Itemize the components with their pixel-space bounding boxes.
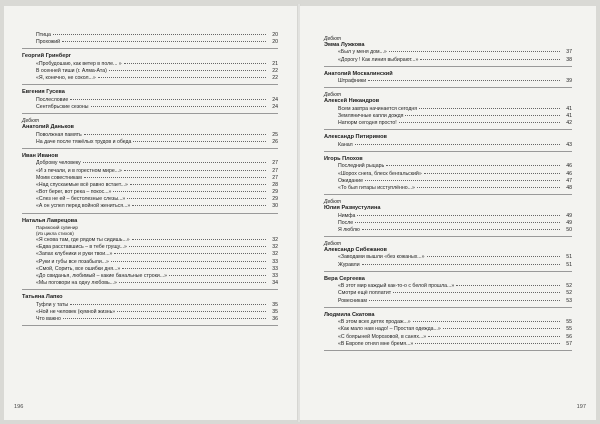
entry-page-number: 39 (566, 78, 572, 85)
toc-entry (324, 57, 572, 64)
entry-page-number: 24 (272, 96, 278, 103)
entry-page-number: 27 (272, 167, 278, 174)
dot-leader (53, 34, 266, 35)
toc-entry (324, 178, 572, 185)
entry-page-number: 24 (272, 103, 278, 110)
entry-page-number: 32 (272, 237, 278, 244)
toc-entry (22, 104, 278, 111)
toc-entry (324, 220, 572, 227)
entry-title: Всем завтра начинается сегодня (338, 105, 418, 112)
entry-title: «В Европе отнял мне бремя...» (338, 340, 414, 347)
entry-page-number: 49 (566, 212, 572, 219)
toc-entry (324, 283, 572, 290)
dot-leader (424, 173, 560, 174)
toc-entry (22, 316, 278, 323)
toc-entry (324, 326, 572, 333)
entry-title: «До свиданья, любимый – какие банальные строки...» (36, 272, 167, 279)
entry-page-number: 35 (272, 308, 278, 315)
author-name: Игорь Плохов (324, 155, 363, 162)
author-name: Вера Сергеева (324, 275, 365, 282)
cycle-subtitle: Парижский сувенир (36, 225, 78, 231)
entry-title: Последний рыцарь (338, 163, 385, 170)
entry-page-number: 50 (566, 226, 572, 233)
entry-title: «Дорогу ! Как линия выбирают...» (338, 56, 419, 63)
section-divider (324, 87, 572, 88)
dot-leader (443, 328, 560, 329)
dot-leader (362, 264, 560, 265)
dot-leader (413, 321, 560, 322)
dot-leader (133, 141, 266, 142)
dot-leader (119, 282, 266, 283)
entry-page-number: 22 (272, 75, 278, 82)
entry-page-number: 46 (566, 163, 572, 170)
author-name: Эмма Лужкова (324, 42, 365, 48)
entry-title: В осенней тиши (г. Алма-Ата) (36, 67, 107, 74)
toc-entry (22, 251, 278, 258)
author-name: Алексей Никандров (324, 98, 380, 105)
toc-entry (324, 254, 572, 261)
section-divider (324, 66, 572, 67)
toc-entry (22, 182, 278, 189)
toc-entry (22, 203, 278, 210)
entry-page-number: 51 (566, 254, 572, 261)
entry-title: «С боярыней Морозовой, в санях...» (338, 333, 427, 340)
toc-entry (22, 39, 278, 46)
entry-page-number: 57 (566, 340, 572, 347)
entry-title: «В этот мир каждый как-то-о с белой прошла...» (338, 283, 455, 290)
toc-entry (324, 334, 572, 341)
dot-leader (91, 106, 267, 107)
toc-entry (22, 259, 278, 266)
cycle-subtitle: (Из цикла стихов) (36, 231, 74, 237)
dot-leader (427, 256, 561, 257)
author-name: Анатолий Москалинский (324, 70, 393, 77)
section-divider (22, 289, 278, 290)
dot-leader (117, 311, 266, 312)
entry-page-number: 46 (566, 170, 572, 177)
dot-leader (111, 261, 266, 262)
dot-leader (83, 162, 266, 163)
dot-leader (132, 205, 266, 206)
toc-entry (22, 237, 278, 244)
dot-leader (368, 80, 560, 81)
entry-title: Туфли у таты (36, 301, 69, 308)
entry-page-number: 47 (566, 177, 572, 184)
entry-page-number: 53 (566, 297, 572, 304)
dot-leader (417, 187, 560, 188)
debut-label: Дебют (324, 241, 342, 248)
entry-page-number: 38 (566, 56, 572, 63)
toc-entry (324, 298, 572, 305)
dot-leader (456, 285, 560, 286)
dot-leader (355, 144, 560, 145)
toc-entry (22, 309, 278, 316)
entry-title: «Ной не человек (кумной жизнь» (36, 308, 116, 315)
dot-leader (169, 275, 266, 276)
toc-column-left (22, 32, 278, 326)
entry-title: На даче после тяжёлых трудов и обеда (36, 138, 132, 145)
entry-title: «Шорох снега, блеск бенгальский» (338, 170, 422, 177)
entry-page-number: 32 (272, 244, 278, 251)
section-divider (324, 129, 572, 130)
entry-title: Штрафники (338, 78, 367, 85)
toc-entry (324, 49, 572, 56)
entry-title: «Руки и губы все позабыли...» (36, 258, 109, 265)
dot-leader (389, 51, 560, 52)
toc-entry (22, 244, 278, 251)
dot-leader (393, 292, 560, 293)
toc-entry (22, 32, 278, 39)
page-number-right: 197 (576, 404, 586, 410)
entry-title: «Едва расставшись – в тебе грущу...» (36, 244, 127, 251)
section-divider (22, 148, 278, 149)
section-divider (324, 194, 572, 195)
section-divider (324, 271, 572, 272)
entry-page-number: 27 (272, 160, 278, 167)
entry-title: Доброму человеку (36, 160, 81, 167)
section-divider (22, 48, 278, 49)
entry-page-number: 32 (272, 251, 278, 258)
entry-title: «Я снова там, где рядом ты сидишь...» (36, 237, 130, 244)
entry-title: Ожидание (338, 177, 363, 184)
entry-title: После (338, 219, 354, 226)
entry-title: Журавли (338, 261, 360, 268)
author-name: Александр Сибежанов (324, 247, 387, 254)
debut-label: Дебют (324, 92, 342, 99)
toc-column-right (324, 32, 572, 351)
entry-title: Птица (36, 32, 51, 38)
toc-entry (324, 113, 572, 120)
dot-leader (130, 184, 266, 185)
dot-leader (405, 115, 560, 116)
toc-entry (22, 160, 278, 167)
section-divider (22, 84, 278, 85)
toc-entry (22, 139, 278, 146)
entry-page-number: 33 (272, 258, 278, 265)
entry-title: Я люблю (338, 226, 360, 233)
toc-entry (22, 61, 278, 68)
entry-page-number: 33 (272, 265, 278, 272)
entry-page-number: 55 (566, 326, 572, 333)
section-divider (22, 325, 278, 326)
entry-page-number: 52 (566, 290, 572, 297)
author-name: Александр Питиримов (324, 134, 387, 141)
dot-leader (369, 300, 560, 301)
dot-leader (124, 63, 266, 64)
dot-leader (362, 229, 560, 230)
toc-entry (324, 185, 572, 192)
dot-leader (62, 41, 266, 42)
section-divider (324, 350, 572, 351)
dot-leader (129, 246, 266, 247)
toc-entry (324, 120, 572, 127)
toc-entry (22, 273, 278, 280)
toc-entry (22, 168, 278, 175)
entry-page-number: 25 (272, 131, 278, 138)
dot-leader (114, 253, 266, 254)
entry-title: «Я, конечно, не сокол...» (36, 75, 96, 82)
dot-leader (84, 134, 266, 135)
author-name: Юлия Размустулина (324, 205, 381, 212)
debut-label: Дебют (324, 36, 342, 42)
entry-title: «А он успел перед войной жениться...» (36, 203, 131, 210)
right-page (300, 6, 596, 420)
entry-title: «В этом всех детях продаж...» (338, 319, 411, 326)
entry-page-number: 48 (566, 184, 572, 191)
entry-title: Ровесникам (338, 297, 367, 304)
entry-page-number: 29 (272, 196, 278, 203)
toc-entry (324, 106, 572, 113)
section-divider (22, 113, 278, 114)
entry-page-number: 52 (566, 283, 572, 290)
entry-title: «Слез не ей – бестолезные слезы...» (36, 196, 126, 203)
dot-leader (98, 77, 266, 78)
entry-title: Нимфа (338, 212, 356, 219)
entry-title: «Заводами вышли «без кожаных...» (338, 254, 425, 261)
author-name: Анатолий Даньков (22, 124, 74, 131)
toc-entry (324, 78, 572, 85)
dot-leader (127, 198, 266, 199)
entry-title: «Был у меня дом...» (338, 49, 387, 56)
author-name: Георгий Гринберг (22, 53, 72, 60)
section-divider (22, 213, 278, 214)
toc-entry (22, 68, 278, 75)
section-divider (324, 151, 572, 152)
dot-leader (428, 336, 560, 337)
entry-page-number: 49 (566, 219, 572, 226)
dot-leader (357, 215, 560, 216)
dot-leader (419, 108, 560, 109)
dot-leader (420, 59, 560, 60)
entry-title: «И з печали, и в горестном мире...» (36, 167, 122, 174)
toc-entry (324, 171, 572, 178)
entry-title: «Запах клубники и руки твои...» (36, 251, 113, 258)
dot-leader (84, 177, 266, 178)
entry-title: Натюрм сегодня просто! (338, 120, 397, 127)
entry-page-number: 20 (272, 32, 278, 38)
dot-leader (355, 222, 560, 223)
dot-leader (122, 268, 266, 269)
entry-page-number: 30 (272, 203, 278, 210)
entry-title: «Пробудошаю, как ветер в поле... » (36, 60, 122, 67)
author-name: Евгения Гусева (22, 89, 65, 96)
toc-entry (324, 341, 572, 348)
toc-entry (22, 132, 278, 139)
entry-page-number: 41 (566, 112, 572, 119)
entry-page-number: 26 (272, 138, 278, 145)
entry-page-number: 28 (272, 181, 278, 188)
dot-leader (415, 343, 560, 344)
entry-page-number: 35 (272, 301, 278, 308)
dot-leader (132, 239, 266, 240)
dot-leader (365, 180, 560, 181)
entry-title: «Как мало нам надо! – Простая одежда...» (338, 326, 441, 333)
toc-entry (22, 97, 278, 104)
debut-label: Дебют (22, 118, 40, 125)
toc-entry (324, 319, 572, 326)
toc-entry (324, 163, 572, 170)
entry-page-number: 21 (272, 60, 278, 67)
dot-leader (70, 99, 266, 100)
toc-entry (22, 302, 278, 309)
entry-title: «Смой, Сорить, все ошибки дня...» (36, 265, 121, 272)
dot-leader (70, 304, 266, 305)
dot-leader (124, 170, 266, 171)
page-number-left: 196 (14, 404, 24, 410)
entry-title: «Вот берег, вот река – покос...» (36, 189, 112, 196)
entry-page-number: 29 (272, 189, 278, 196)
dot-leader (113, 191, 266, 192)
entry-page-number: 33 (272, 272, 278, 279)
dot-leader (63, 318, 266, 319)
toc-entry (324, 290, 572, 297)
toc-entry (22, 75, 278, 82)
entry-page-number: 22 (272, 67, 278, 74)
entry-page-number: 43 (566, 141, 572, 148)
entry-page-number: 41 (566, 105, 572, 112)
entry-page-number: 36 (272, 316, 278, 323)
toc-entry (324, 227, 572, 234)
author-name: Людмила Скатова (324, 311, 375, 318)
entry-page-number: 42 (566, 120, 572, 127)
toc-entry (324, 142, 572, 149)
toc-entry (22, 266, 278, 273)
toc-entry (22, 280, 278, 287)
entry-page-number: 56 (566, 333, 572, 340)
debut-label: Дебют (324, 199, 342, 206)
entry-page-number: 37 (566, 49, 572, 56)
entry-title: «Мы поговори на одну любовь...» (36, 280, 117, 287)
entry-page-number: 34 (272, 280, 278, 287)
entry-title: Послесловие (36, 96, 69, 103)
author-name: Наталья Лаврецова (22, 217, 78, 224)
entry-title: Сентябрьские сезоны (36, 103, 89, 110)
toc-entry (324, 262, 572, 269)
entry-title: Моим совестникам (36, 174, 82, 181)
dot-leader (386, 165, 560, 166)
toc-entry (22, 175, 278, 182)
entry-page-number: 27 (272, 174, 278, 181)
entry-title: «Над спускаемые всё равно встает...» (36, 181, 128, 188)
toc-entry (324, 213, 572, 220)
dot-leader (109, 70, 266, 71)
left-page (4, 6, 298, 420)
entry-page-number: 20 (272, 39, 278, 46)
section-divider (324, 307, 572, 308)
entry-title: Земляничные капли дождя (338, 112, 404, 119)
entry-title: «То был гитары исступлённо...» (338, 184, 415, 191)
entry-title: Прохожий (36, 39, 61, 46)
section-divider (324, 236, 572, 237)
entry-page-number: 55 (566, 319, 572, 326)
entry-title: Поволжная память (36, 131, 82, 138)
entry-title: Канал (338, 141, 353, 148)
author-name: Иван Иванов (22, 152, 59, 159)
author-name: Татьяна Лапко (22, 294, 63, 301)
entry-page-number: 51 (566, 261, 572, 268)
dot-leader (399, 122, 560, 123)
entry-title: Смотри ещё поплатит (338, 290, 392, 297)
entry-title: Что важно (36, 316, 61, 323)
